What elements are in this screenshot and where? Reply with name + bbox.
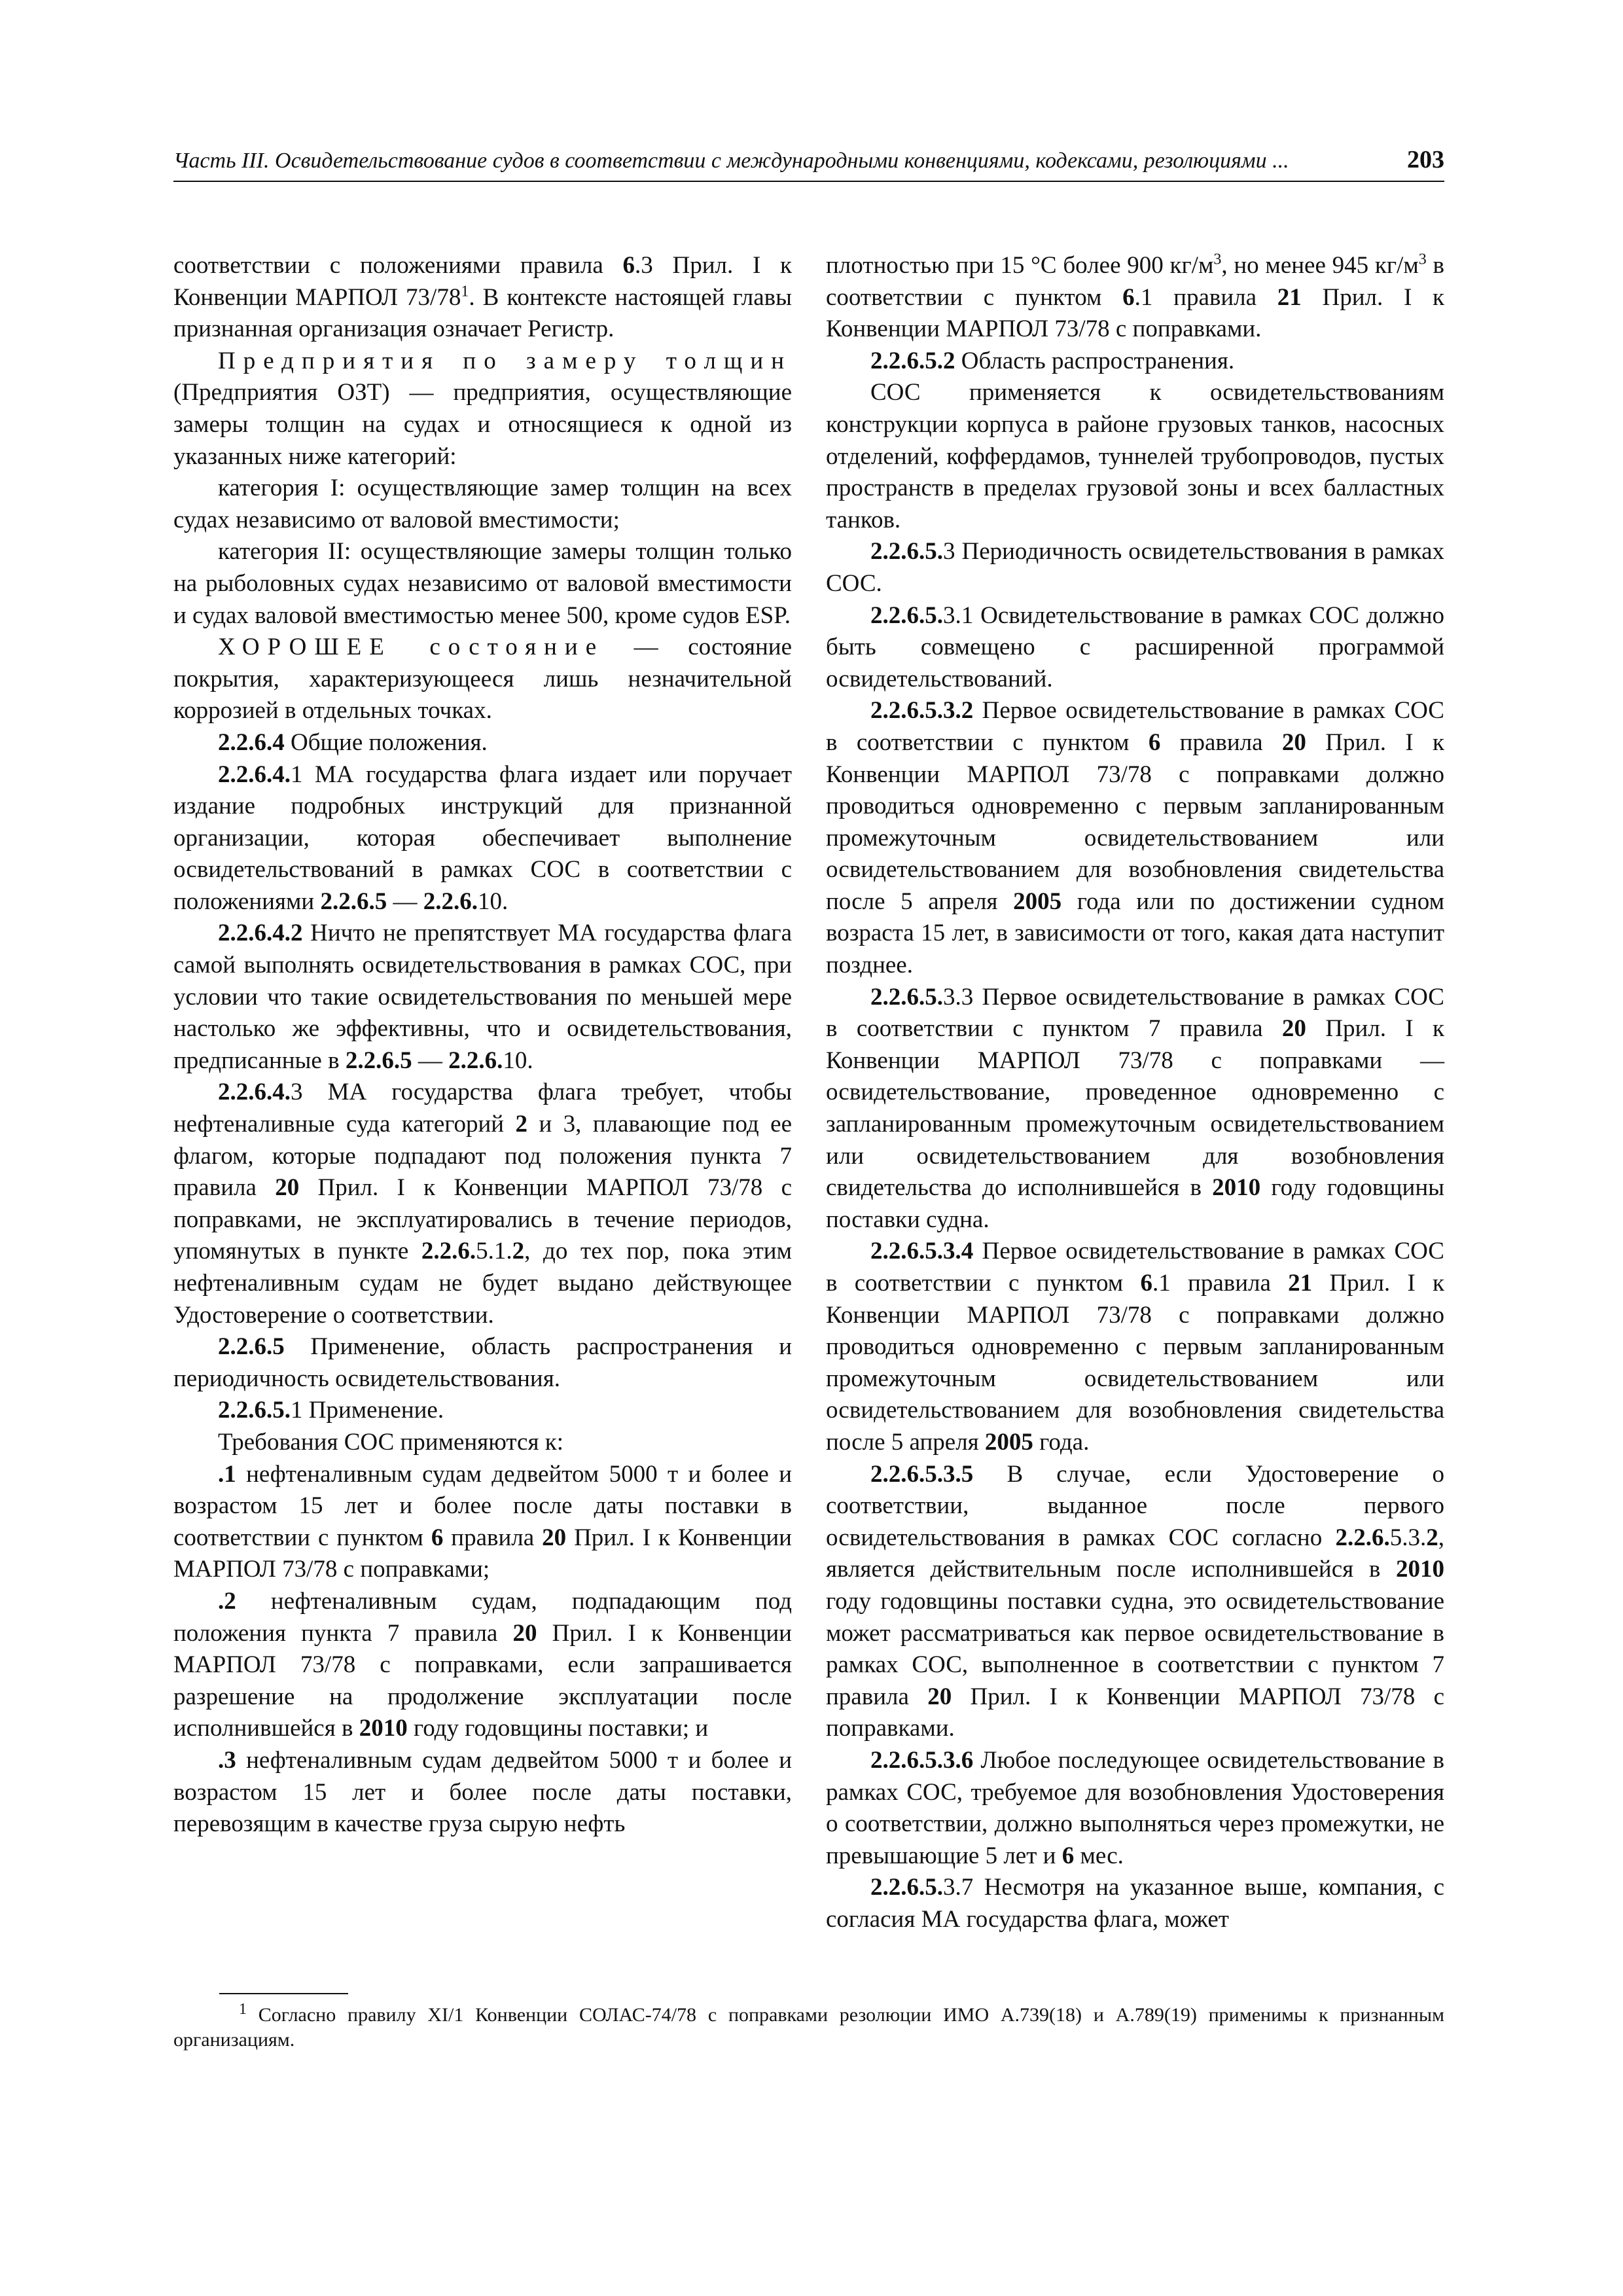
paragraph: 2.2.6.5.3.4 Первое освидетельствование в рамках СОС в соответствии с пунктом 6.1 правила 21 Прил. I к Конвенции МАРПОЛ 73/78 с поправками должно проводиться одновременно с первым запланированным промежуточным освидетельствованием или освидетельствованием для возобновления свидетельства после 5 апреля 2005 года.: [826, 1238, 1444, 1456]
paragraph: Требования СОС применяются к:: [218, 1428, 563, 1456]
header-title: Часть III. Освидетельствование судов в соответствии с международными конвенциями, кодексами, резолюциями ...: [173, 149, 1289, 173]
paragraph: 2.2.6.5.3.5 В случае, если Удостоверение о соответствии, выданное после первого освидетельствования в рамках СОС согласно 2.2.6.5.3.2, является действительным после исполнившейся в 2010 году годовщины поставки судна, это освидетельствование может рассматриваться как первое освидетельствование в рамках СОС, выполненное в соответствии с пунктом 7 правила 20 Прил. I к Конвенции МАРПОЛ 73/78 с поправками.: [826, 1460, 1445, 1742]
left-column: [173, 250, 792, 1840]
paragraph: 2.2.6.5.3.2 Первое освидетельствование в рамках СОС в соответствии с пунктом 6 правила 20 Прил. I к Конвенции МАРПОЛ 73/78 с поправками должно проводиться одновременно с первым запланированным промежуточным освидетельствованием или освидетельствованием для возобновления свидетельства после 5 апреля 2005 года или по достижении судном возраста 15 лет, в зависимости от того, какая дата наступит позднее.: [826, 697, 1444, 979]
section-heading: 2.2.6.5.2 Область распространения.: [870, 347, 1235, 374]
running-header: [173, 145, 1444, 182]
section-heading: 2.2.6.5.3 Периодичность освидетельствования в рамках СОС.: [826, 538, 1444, 597]
list-item: .1 нефтеналивным судам дедвейтом 5000 т и более и возрастом 15 лет и более после даты поставки в соответствии с пунктом 6 правила 20 Прил. I к Конвенции МАРПОЛ 73/78 с поправками;: [173, 1460, 792, 1583]
defined-term: ХОРОШЕЕ состояние: [218, 634, 605, 661]
paragraph: плотностью при 15 °С более 900 $кг/м^3$, но менее 945 $кг/м^3$ в соответствии с пунктом 6.1 правила 21 Прил. I к Конвенции МАРПОЛ 73/78 с поправками.: [826, 251, 1444, 343]
footnote-text: Согласно правилу XI/1 Конвенции СОЛАС-74/78 с поправками резолюции ИМО А.739(18) и А.789(19) применимы к признанным организациям.: [173, 2004, 1444, 2051]
section-heading: 2.2.6.5 Применение, область распространения и периодичность освидетельствования.: [173, 1333, 792, 1392]
right-column: [826, 250, 1444, 1935]
footnote-marker: 1: [239, 2001, 247, 2018]
defined-term: Предприятия по замеру толщин: [218, 347, 792, 374]
paragraph: 2.2.6.5.3.6 Любое последующее освидетельствование в рамках СОС, требуемое для возобновления Удостоверения о соответствии, должно выполняться через промежутки, не превышающие 5 лет и 6 мес.: [826, 1746, 1444, 1869]
paragraph: 2.2.6.5.3.7 Несмотря на указанное выше, компания, с согласия МА государства флага, может: [826, 1874, 1444, 1933]
paragraph: 2.2.6.5.3.1 Освидетельствование в рамках СОС должно быть совмещено с расширенной программой освидетельствований.: [826, 601, 1444, 692]
paragraph: соответствии с положениями правила 6.3 Прил. I к Конвенции МАРПОЛ $73/78^1$. В контексте настоящей главы признанная организация означает Регистр.: [173, 252, 793, 343]
section-heading: 2.2.6.4 Общие положения.: [218, 728, 488, 756]
page-number: 203: [1407, 146, 1444, 173]
paragraph: 2.2.6.4.1 МА государства флага издает или поручает издание подробных инструкций для признанной организации, которая обеспечивает выполнение освидетельствований в рамках СОС в соответствии с положениями 2.2.6.5 — 2.2.6.10.: [173, 761, 792, 915]
list-item: .3 нефтеналивным судам дедвейтом 5000 т и более и возрастом 15 лет и более после даты поставки, перевозящим в качестве груза сырую нефть: [173, 1746, 792, 1838]
paragraph: категория II: осуществляющие замеры толщин только на рыболовных судах независимо от валовой вместимости и судах валовой вместимостью менее 500, кроме судов ESP.: [173, 538, 792, 629]
paragraph: 2.2.6.4.2 Ничто не препятствует МА государства флага самой выполнять освидетельствования в рамках СОС, при условии что такие освидетельствования по меньшей мере настолько же эффективны, что и освидетельствования, предписанные в 2.2.6.5 — 2.2.6.10.: [173, 920, 792, 1074]
definition-paragraph: Предприятия по замеру толщин (Предприятия ОЗТ) — предприятия, осуществляющие замеры толщин на судах и относящиеся к одной из указанных ниже категорий:: [173, 347, 792, 470]
definition-paragraph: ХОРОШЕЕ состояние — состояние покрытия, характеризующееся лишь незначительной коррозией в отдельных точках.: [173, 634, 792, 725]
paragraph: категория I: осуществляющие замер толщин на всех судах независимо от валовой вместимости;: [173, 475, 792, 533]
paragraph: СОС применяется к освидетельствованиям конструкции корпуса в районе грузовых танков, насосных отделений, коффердамов, туннелей трубопроводов, пустых пространств в пределах грузовой зоны и всех балластных танков.: [826, 379, 1444, 533]
paragraph: 2.2.6.4.3 МА государства флага требует, чтобы нефтеналивные суда категорий 2 и 3, плавающие под ее флагом, которые подпадают под положения пункта 7 правила 20 Прил. I к Конвенции МАРПОЛ 73/78 с поправками, не эксплуатировались в течение периодов, упомянутых в пункте 2.2.6.5.1.2, до тех пор, пока этим нефтеналивным судам не будет выдано действующее Удостоверение о соответствии.: [173, 1079, 793, 1329]
paragraph: 2.2.6.5.3.3 Первое освидетельствование в рамках СОС в соответствии с пунктом 7 правила 20 Прил. I к Конвенции МАРПОЛ 73/78 с поправками — освидетельствование, проведенное одновременно с запланированным промежуточным освидетельствованием или освидетельствованием для возобновления свидетельства до исполнившейся в 2010 году годовщины поставки судна.: [826, 983, 1445, 1233]
list-item: .2 нефтеналивным судам, подпадающим под положения пункта 7 правила 20 Прил. I к Конвенции МАРПОЛ 73/78 с поправками, если запрашивается разрешение на продолжение эксплуатации после исполнившейся в 2010 году годовщины поставки; и: [173, 1587, 792, 1742]
footnote-separator: [219, 1993, 348, 1994]
footnote: [173, 2003, 1444, 2053]
footnote-ref: 1: [461, 283, 469, 300]
section-heading: 2.2.6.5.1 Применение.: [218, 1397, 444, 1424]
